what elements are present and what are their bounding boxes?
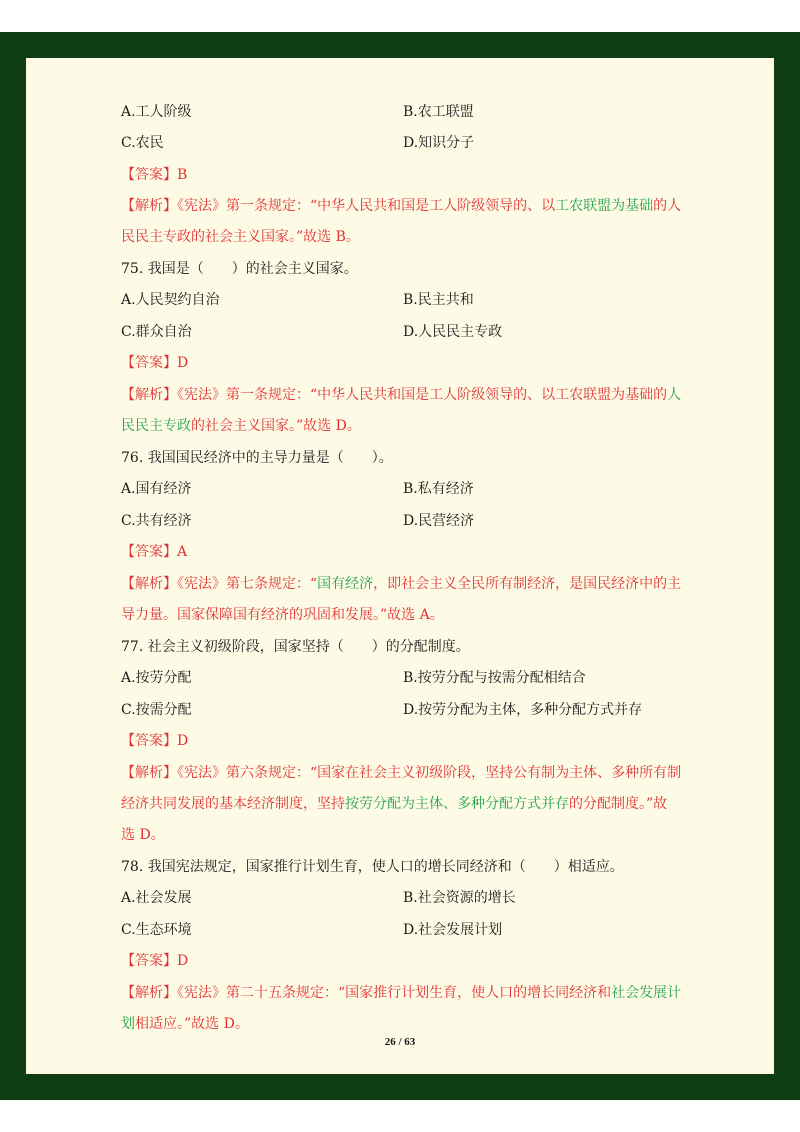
explanation-line: 【解析】《宪法》第一条规定：“中华人民共和国是工人阶级领导的、以工农联盟为基础的人 [121,198,682,214]
explanation-line: 导力量。国家保障国有经济的巩固和发展。”故选 A。 [121,607,444,623]
option-c: C.群众自治 [121,324,192,340]
answer: 【答案】D [121,733,189,749]
page-paper [26,58,774,1074]
page-number: 26 / 63 [384,1036,416,1048]
answer: 【答案】A [121,544,188,560]
page-border [0,32,800,1100]
question-78: 78. 我国宪法规定，国家推行计划生育，使人口的增长同经济和（ ）相适应。 [121,859,624,875]
question-76: 76. 我国国民经济中的主导力量是（ ）。 [121,450,393,466]
answer: 【答案】D [121,953,189,969]
option-c: C.按需分配 [121,702,192,718]
option-a: A.社会发展 [121,890,192,906]
option-b: B.民主共和 [403,292,474,308]
option-a: A.工人阶级 [121,104,192,120]
explanation-line: 【解析】《宪法》第七条规定：“国有经济，即社会主义全民所有制经济，是国民经济中的主 [121,576,682,592]
option-a: A.按劳分配 [121,670,192,686]
option-c: C.生态环境 [121,922,192,938]
option-b: B.农工联盟 [403,104,474,120]
option-a: A.国有经济 [121,481,192,497]
explanation-line: 划相适应。”故选 D。 [121,1016,249,1032]
option-a: A.人民契约自治 [121,292,220,308]
explanation-line: 民民主专政的社会主义国家。”故选 D。 [121,418,361,434]
option-d: D.按劳分配为主体，多种分配方式并存 [403,702,643,718]
answer: 【答案】D [121,355,189,371]
option-c: C.农民 [121,135,164,151]
option-d: D.民营经济 [403,513,475,529]
option-d: D.社会发展计划 [403,922,503,938]
explanation-line: 选 D。 [121,827,165,843]
explanation-line: 经济共同发展的基本经济制度，坚持按劳分配为主体、多种分配方式并存的分配制度。”故 [121,796,668,812]
option-c: C.共有经济 [121,513,192,529]
question-75: 75. 我国是（ ）的社会主义国家。 [121,261,358,277]
explanation-line: 【解析】《宪法》第六条规定：“国家在社会主义初级阶段，坚持公有制为主体、多种所有制 [121,765,682,781]
option-d: D.人民民主专政 [403,324,503,340]
option-b: B.按劳分配与按需分配相结合 [403,670,586,686]
option-b: B.私有经济 [403,481,474,497]
explanation-line: 民民主专政的社会主义国家。”故选 B。 [121,229,360,245]
question-77: 77. 社会主义初级阶段，国家坚持（ ）的分配制度。 [121,639,470,655]
explanation-line: 【解析】《宪法》第一条规定：“中华人民共和国是工人阶级领导的、以工农联盟为基础的人 [121,387,682,403]
answer: 【答案】B [121,167,188,183]
option-d: D.知识分子 [403,135,475,151]
option-b: B.社会资源的增长 [403,890,516,906]
explanation-line: 【解析】《宪法》第二十五条规定：“国家推行计划生育，使人口的增长同经济和社会发展计 [121,985,682,1001]
